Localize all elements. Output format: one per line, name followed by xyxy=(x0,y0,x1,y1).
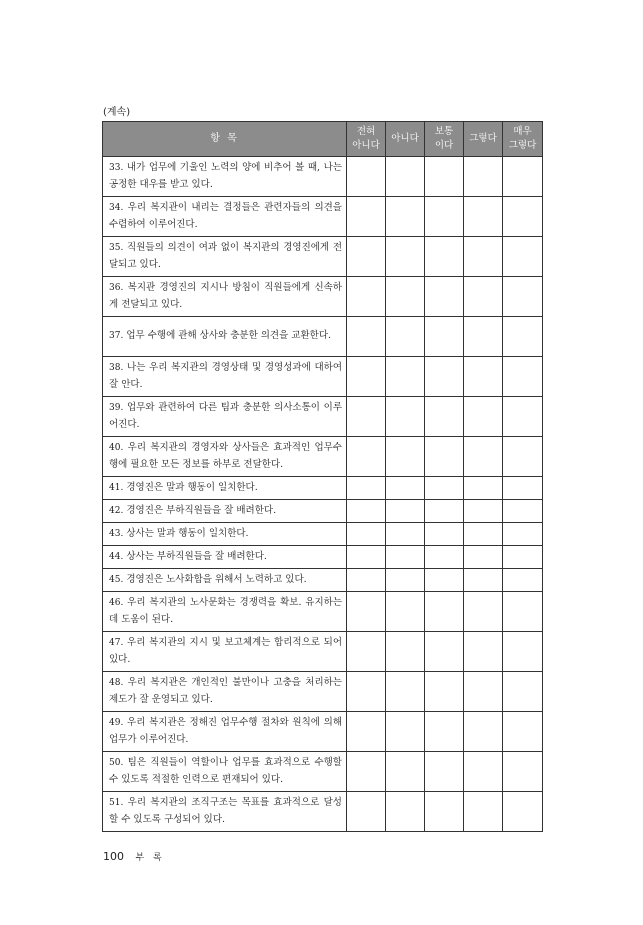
answer-cell-strongly-agree[interactable] xyxy=(503,672,543,712)
answer-cell-strongly-agree[interactable] xyxy=(503,632,543,672)
question-text: 경영진은 부하직원들을 잘 배려한다. xyxy=(126,504,277,516)
answer-cell-disagree[interactable] xyxy=(386,546,425,569)
answer-cell-agree[interactable] xyxy=(464,500,503,523)
option-header-neutral xyxy=(425,122,464,157)
answer-cell-neutral[interactable] xyxy=(425,523,464,546)
answer-cell-strongly-disagree[interactable] xyxy=(347,437,386,477)
table-row xyxy=(103,712,543,752)
question-cell xyxy=(103,397,347,437)
answer-cell-neutral[interactable] xyxy=(425,157,464,197)
question-number: 39. xyxy=(109,403,124,413)
question-text: 직원들의 의견이 여과 없이 복지관의 경영진에게 전달되고 있다. xyxy=(109,242,342,270)
question-number: 50. xyxy=(109,758,124,768)
answer-cell-disagree[interactable] xyxy=(386,237,425,277)
option-header-label: 전혀 아니다 xyxy=(352,126,380,151)
question-number: 46. xyxy=(109,598,124,608)
option-header-label: 그렇다 xyxy=(469,133,497,144)
answer-cell-strongly-disagree[interactable] xyxy=(347,357,386,397)
answer-cell-strongly-agree[interactable] xyxy=(503,546,543,569)
answer-cell-strongly-agree[interactable] xyxy=(503,477,543,500)
question-text: 상사는 말과 행동이 일치한다. xyxy=(126,527,249,539)
answer-cell-agree[interactable] xyxy=(464,237,503,277)
table-row xyxy=(103,592,543,632)
answer-cell-agree[interactable] xyxy=(464,752,503,792)
question-cell xyxy=(103,672,347,712)
answer-cell-neutral[interactable] xyxy=(425,546,464,569)
answer-cell-strongly-agree[interactable] xyxy=(503,317,543,357)
answer-cell-agree[interactable] xyxy=(464,546,503,569)
question-number: 42. xyxy=(109,505,124,516)
question-cell xyxy=(103,477,347,500)
table-row xyxy=(103,792,543,832)
answer-cell-strongly-disagree[interactable] xyxy=(347,569,386,592)
answer-cell-disagree[interactable] xyxy=(386,792,425,832)
answer-cell-disagree[interactable] xyxy=(386,157,425,197)
table-row xyxy=(103,632,543,672)
answer-cell-neutral[interactable] xyxy=(425,237,464,277)
answer-cell-strongly-disagree[interactable] xyxy=(347,752,386,792)
question-cell xyxy=(103,500,347,523)
answer-cell-agree[interactable] xyxy=(464,277,503,317)
table-row xyxy=(103,317,543,357)
question-cell xyxy=(103,546,347,569)
answer-cell-disagree[interactable] xyxy=(386,397,425,437)
answer-cell-neutral[interactable] xyxy=(425,752,464,792)
question-cell xyxy=(103,237,347,277)
page-footer xyxy=(103,850,165,863)
answer-cell-neutral[interactable] xyxy=(425,277,464,317)
item-column-header: 항 목 xyxy=(103,122,347,157)
table-row xyxy=(103,523,543,546)
question-cell xyxy=(103,632,347,672)
answer-cell-disagree[interactable] xyxy=(386,632,425,672)
question-number: 37. xyxy=(109,331,124,342)
question-text: 우리 복지관이 내리는 결정들은 관련자들의 의견을 수렴하여 이루어진다. xyxy=(109,202,342,230)
answer-cell-agree[interactable] xyxy=(464,157,503,197)
answer-cell-neutral[interactable] xyxy=(425,397,464,437)
answer-cell-neutral[interactable] xyxy=(425,357,464,397)
answer-cell-agree[interactable] xyxy=(464,632,503,672)
option-header-label: 아니다 xyxy=(391,133,419,144)
table-row xyxy=(103,397,543,437)
question-text: 우리 복지관은 정해진 업무수행 절차와 원칙에 의해 업무가 이루어진다. xyxy=(109,717,342,745)
answer-cell-strongly-agree[interactable] xyxy=(503,397,543,437)
answer-cell-strongly-disagree[interactable] xyxy=(347,500,386,523)
question-cell xyxy=(103,437,347,477)
answer-cell-strongly-agree[interactable] xyxy=(503,752,543,792)
question-text: 우리 복지관의 지시 및 보고체계는 합리적으로 되어 있다. xyxy=(109,637,342,665)
page-number: 100 xyxy=(103,850,124,863)
answer-cell-disagree[interactable] xyxy=(386,752,425,792)
answer-cell-strongly-disagree[interactable] xyxy=(347,237,386,277)
answer-cell-strongly-agree[interactable] xyxy=(503,237,543,277)
question-number: 47. xyxy=(109,638,124,648)
answer-cell-agree[interactable] xyxy=(464,792,503,832)
answer-cell-strongly-agree[interactable] xyxy=(503,437,543,477)
answer-cell-strongly-disagree[interactable] xyxy=(347,277,386,317)
answer-cell-agree[interactable] xyxy=(464,197,503,237)
answer-cell-agree[interactable] xyxy=(464,712,503,752)
answer-cell-neutral[interactable] xyxy=(425,569,464,592)
table-row xyxy=(103,437,543,477)
option-header-label: 보통 이다 xyxy=(434,126,454,151)
option-header-strongly-disagree xyxy=(347,122,386,157)
answer-cell-strongly-disagree[interactable] xyxy=(347,546,386,569)
answer-cell-agree[interactable] xyxy=(464,437,503,477)
answer-cell-neutral[interactable] xyxy=(425,500,464,523)
question-number: 41. xyxy=(109,482,124,493)
answer-cell-strongly-agree[interactable] xyxy=(503,569,543,592)
table-row xyxy=(103,357,543,397)
answer-cell-strongly-disagree[interactable] xyxy=(347,672,386,712)
question-number: 48. xyxy=(109,678,124,688)
answer-cell-agree[interactable] xyxy=(464,357,503,397)
answer-cell-disagree[interactable] xyxy=(386,569,425,592)
answer-cell-strongly-agree[interactable] xyxy=(503,277,543,317)
section-label: 부 록 xyxy=(135,853,165,863)
question-cell xyxy=(103,592,347,632)
question-cell xyxy=(103,197,347,237)
answer-cell-strongly-agree[interactable] xyxy=(503,712,543,752)
table-row xyxy=(103,157,543,197)
answer-cell-disagree[interactable] xyxy=(386,523,425,546)
question-cell xyxy=(103,277,347,317)
table-row xyxy=(103,500,543,523)
question-number: 38. xyxy=(109,363,124,373)
question-number: 49. xyxy=(109,718,124,728)
answer-cell-strongly-disagree[interactable] xyxy=(347,317,386,357)
answer-cell-neutral[interactable] xyxy=(425,197,464,237)
question-cell xyxy=(103,317,347,357)
answer-cell-agree[interactable] xyxy=(464,672,503,712)
answer-cell-strongly-disagree[interactable] xyxy=(347,712,386,752)
answer-cell-agree[interactable] xyxy=(464,317,503,357)
continuation-label: (계속) xyxy=(103,107,131,118)
answer-cell-agree[interactable] xyxy=(464,523,503,546)
question-cell xyxy=(103,712,347,752)
question-text: 우리 복지관의 경영자와 상사들은 효과적인 업무수행에 필요한 모든 정보를 하부로 전달한다. xyxy=(109,442,342,470)
answer-cell-agree[interactable] xyxy=(464,397,503,437)
question-cell xyxy=(103,357,347,397)
answer-cell-neutral[interactable] xyxy=(425,592,464,632)
table-row xyxy=(103,752,543,792)
question-number: 35. xyxy=(109,243,124,253)
question-text: 상사는 부하직원들을 잘 배려한다. xyxy=(126,550,267,562)
answer-cell-strongly-disagree[interactable] xyxy=(347,197,386,237)
question-text: 팀은 직원들이 역할이나 업무를 효과적으로 수행할 수 있도록 적절한 인력으로 편재되어 있다. xyxy=(109,757,342,785)
answer-cell-disagree[interactable] xyxy=(386,712,425,752)
survey-body xyxy=(103,157,543,832)
table-header-row xyxy=(103,122,543,157)
answer-cell-strongly-disagree[interactable] xyxy=(347,157,386,197)
answer-cell-strongly-agree[interactable] xyxy=(503,500,543,523)
answer-cell-disagree[interactable] xyxy=(386,317,425,357)
answer-cell-agree[interactable] xyxy=(464,592,503,632)
question-text: 경영진은 노사화합을 위해서 노력하고 있다. xyxy=(126,573,307,585)
answer-cell-neutral[interactable] xyxy=(425,672,464,712)
answer-cell-disagree[interactable] xyxy=(386,277,425,317)
question-text: 우리 복지관의 조직구조는 목표를 효과적으로 달성할 수 있도록 구성되어 있다. xyxy=(109,797,342,825)
question-number: 36. xyxy=(109,283,124,293)
answer-cell-strongly-agree[interactable] xyxy=(503,523,543,546)
answer-cell-neutral[interactable] xyxy=(425,792,464,832)
answer-cell-strongly-disagree[interactable] xyxy=(347,397,386,437)
answer-cell-disagree[interactable] xyxy=(386,357,425,397)
answer-cell-disagree[interactable] xyxy=(386,197,425,237)
question-cell xyxy=(103,157,347,197)
answer-cell-strongly-agree[interactable] xyxy=(503,792,543,832)
table-row xyxy=(103,197,543,237)
answer-cell-strongly-agree[interactable] xyxy=(503,197,543,237)
question-number: 45. xyxy=(109,574,124,585)
answer-cell-agree[interactable] xyxy=(464,477,503,500)
answer-cell-strongly-agree[interactable] xyxy=(503,357,543,397)
answer-cell-disagree[interactable] xyxy=(386,592,425,632)
answer-cell-neutral[interactable] xyxy=(425,632,464,672)
question-text: 내가 업무에 기울인 노력의 양에 비추어 볼 때, 나는 공정한 대우를 받고 있다. xyxy=(109,162,342,190)
question-number: 51. xyxy=(109,798,124,808)
option-header-disagree xyxy=(386,122,425,157)
answer-cell-disagree[interactable] xyxy=(386,437,425,477)
question-text: 업무와 관련하여 다른 팀과 충분한 의사소통이 이루어진다. xyxy=(109,402,342,430)
table-row xyxy=(103,277,543,317)
question-cell xyxy=(103,569,347,592)
answer-cell-strongly-disagree[interactable] xyxy=(347,477,386,500)
table-row xyxy=(103,237,543,277)
question-number: 43. xyxy=(109,528,124,539)
question-text: 복지관 경영진의 지시나 방침이 직원들에게 신속하게 전달되고 있다. xyxy=(109,282,342,310)
answer-cell-strongly-agree[interactable] xyxy=(503,157,543,197)
question-text: 우리 복지관의 노사문화는 경쟁력을 확보. 유지하는데 도움이 된다. xyxy=(109,597,342,625)
answer-cell-neutral[interactable] xyxy=(425,477,464,500)
question-cell xyxy=(103,752,347,792)
option-header-agree xyxy=(464,122,503,157)
question-number: 33. xyxy=(109,163,124,173)
question-number: 34. xyxy=(109,203,124,213)
answer-cell-strongly-disagree[interactable] xyxy=(347,632,386,672)
answer-cell-disagree[interactable] xyxy=(386,500,425,523)
question-text: 우리 복지관은 개인적인 불만이나 고충을 처리하는 제도가 잘 운영되고 있다. xyxy=(109,677,342,705)
question-cell xyxy=(103,792,347,832)
answer-cell-strongly-agree[interactable] xyxy=(503,592,543,632)
question-number: 40. xyxy=(109,443,124,453)
table-row xyxy=(103,477,543,500)
question-cell xyxy=(103,523,347,546)
answer-cell-strongly-disagree[interactable] xyxy=(347,592,386,632)
answer-cell-neutral[interactable] xyxy=(425,437,464,477)
answer-cell-neutral[interactable] xyxy=(425,317,464,357)
table-row xyxy=(103,672,543,712)
question-text: 나는 우리 복지관의 경영상태 및 경영성과에 대하여 잘 안다. xyxy=(109,362,342,390)
table-row xyxy=(103,569,543,592)
answer-cell-strongly-disagree[interactable] xyxy=(347,792,386,832)
answer-cell-disagree[interactable] xyxy=(386,477,425,500)
answer-cell-disagree[interactable] xyxy=(386,672,425,712)
option-header-label: 매우 그렇다 xyxy=(508,126,537,151)
question-text: 경영진은 말과 행동이 일치한다. xyxy=(126,481,258,493)
answer-cell-strongly-disagree[interactable] xyxy=(347,523,386,546)
table-row xyxy=(103,546,543,569)
question-number: 44. xyxy=(109,551,124,562)
question-text: 업무 수행에 관해 상사와 충분한 의견을 교환한다. xyxy=(126,330,332,342)
option-header-strongly-agree xyxy=(503,122,543,157)
survey-table xyxy=(102,121,543,832)
answer-cell-agree[interactable] xyxy=(464,569,503,592)
answer-cell-neutral[interactable] xyxy=(425,712,464,752)
